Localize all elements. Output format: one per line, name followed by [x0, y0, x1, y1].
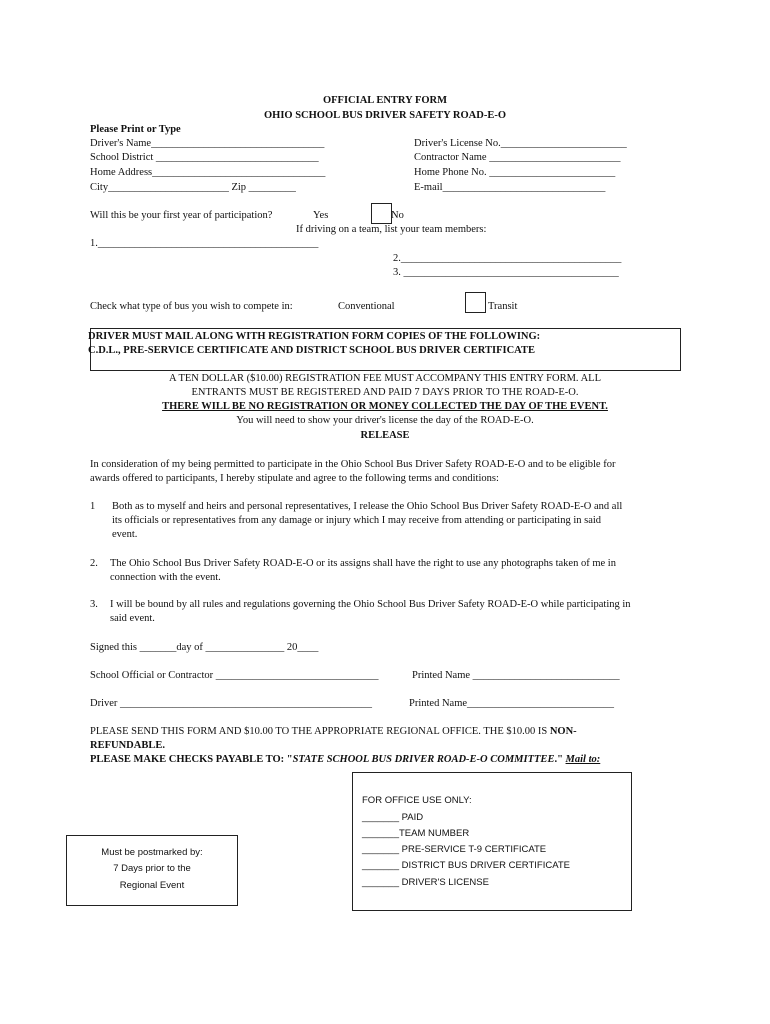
- fee-line-1: A TEN DOLLAR ($10.00) REGISTRATION FEE MUST ACCOMPANY THIS ENTRY FORM. ALL: [169, 373, 601, 384]
- school-district-field[interactable]: School District _______________________________: [90, 152, 319, 163]
- transit-checkbox[interactable]: [465, 292, 486, 313]
- official-printed-name-field[interactable]: Printed Name ____________________________: [412, 670, 620, 681]
- yes-label: Yes: [313, 210, 329, 221]
- notice-line-2: C.D.L., PRE-SERVICE CERTIFICATE AND DISTRICT SCHOOL BUS DRIVER CERTIFICATE: [88, 345, 535, 356]
- mail-to-label: Mail to:: [565, 754, 601, 765]
- driver-printed-name-field[interactable]: Printed Name____________________________: [409, 698, 615, 709]
- release-intro-1: In consideration of my being permitted to participate in the Ohio School Bus Driver Safety ROAD-E-O and to be eligible for: [90, 459, 616, 470]
- signed-date-field[interactable]: Signed this _______day of _______________ 20____: [90, 642, 319, 653]
- postmark-line-3: Regional Event: [119, 880, 185, 891]
- team-member-2-field[interactable]: 2.__________________________________________: [393, 253, 622, 264]
- release-item-1-line-2: its officials or representatives from any damage or injury which I may receive from attending or participating in said: [112, 515, 602, 526]
- notice-line-1: DRIVER MUST MAIL ALONG WITH REGISTRATION FORM COPIES OF THE FOLLOWING:: [88, 331, 541, 342]
- city-zip-field[interactable]: City_______________________ Zip _________: [90, 182, 296, 193]
- office-use-box: [352, 772, 632, 911]
- no-checkbox[interactable]: [371, 203, 392, 224]
- release-item-1-line-1: Both as to myself and heirs and personal representatives, I release the Ohio School Bus Driver Safety ROAD-E-O and all: [112, 501, 623, 512]
- postmark-line-1: Must be postmarked by:: [101, 847, 203, 858]
- release-intro-2: awards offered to participants, I hereby stipulate and agree to the following terms and conditions:: [90, 473, 499, 484]
- school-official-field[interactable]: School Official or Contractor _______________________________: [90, 670, 379, 681]
- release-item-3-line-1: I will be bound by all rules and regulations governing the Ohio School Bus Driver Safety ROAD-E-O while participating in: [110, 599, 631, 610]
- office-item-district-cert: _______ DISTRICT BUS DRIVER CERTIFICATE: [362, 860, 571, 871]
- office-item-paid: _______ PAID: [362, 812, 424, 823]
- fee-line-4: You will need to show your driver's license the day of the ROAD-E-O.: [236, 415, 534, 426]
- form-title: OFFICIAL ENTRY FORM: [322, 95, 448, 106]
- release-item-2-line-2: connection with the event.: [110, 572, 221, 583]
- release-item-2-number: 2.: [90, 558, 98, 569]
- payment-line-1-text: PLEASE SEND THIS FORM AND $10.00 TO THE APPROPRIATE REGIONAL OFFICE. THE $10.00 IS: [90, 726, 550, 737]
- transit-label: Transit: [488, 301, 518, 312]
- release-item-2-line-1: The Ohio School Bus Driver Safety ROAD-E-O or its assigns shall have the right to use any photographs taken of me in: [110, 558, 616, 569]
- release-item-3-number: 3.: [90, 599, 98, 610]
- print-note: Please Print or Type: [90, 124, 181, 135]
- payment-line-3: [90, 753, 600, 767]
- driver-signature-field[interactable]: Driver ________________________________________________: [90, 698, 373, 709]
- no-label: No: [391, 210, 404, 221]
- release-item-1-line-3: event.: [112, 529, 138, 540]
- team-member-3-field[interactable]: 3. _________________________________________: [393, 267, 619, 278]
- home-address-field[interactable]: Home Address_________________________________: [90, 167, 326, 178]
- home-phone-field[interactable]: Home Phone No. ________________________: [414, 167, 616, 178]
- office-item-pre-service: _______ PRE-SERVICE T-9 CERTIFICATE: [362, 844, 547, 855]
- payee-name: STATE SCHOOL BUS DRIVER ROAD-E-O COMMITTEE: [292, 754, 555, 765]
- office-use-heading: FOR OFFICE USE ONLY:: [362, 795, 472, 806]
- contractor-name-field[interactable]: Contractor Name _________________________: [414, 152, 621, 163]
- release-item-3-line-2: said event.: [110, 613, 155, 624]
- office-item-drivers-license: _______ DRIVER'S LICENSE: [362, 877, 489, 888]
- payment-line-2: REFUNDABLE.: [90, 740, 165, 751]
- office-item-team-number: _______TEAM NUMBER: [362, 828, 470, 839]
- fee-line-3: THERE WILL BE NO REGISTRATION OR MONEY COLLECTED THE DAY OF THE EVENT.: [162, 401, 608, 412]
- payable-to-label: PLEASE MAKE CHECKS PAYABLE TO: ": [90, 754, 293, 765]
- payment-line-1: [90, 725, 577, 739]
- payment-nonrefundable: NON-: [549, 726, 577, 737]
- release-item-1-number: 1: [90, 501, 96, 512]
- drivers-license-field[interactable]: Driver's License No.________________________: [414, 138, 627, 149]
- email-field[interactable]: E-mail_______________________________: [414, 182, 606, 193]
- team-member-1-field[interactable]: 1.__________________________________________: [90, 238, 319, 249]
- bus-type-prompt: Check what type of bus you wish to compete in:: [90, 301, 293, 312]
- form-subtitle: OHIO SCHOOL BUS DRIVER SAFETY ROAD-E-O: [263, 110, 507, 121]
- team-prompt: If driving on a team, list your team members:: [296, 224, 487, 235]
- drivers-name-field[interactable]: Driver's Name_________________________________: [90, 138, 325, 149]
- participation-question: Will this be your first year of participation?: [90, 210, 273, 221]
- postmark-line-2: 7 Days prior to the: [113, 863, 191, 874]
- payable-to-close: .": [554, 754, 566, 765]
- release-heading: RELEASE: [360, 430, 410, 441]
- conventional-label: Conventional: [338, 301, 395, 312]
- fee-line-2: ENTRANTS MUST BE REGISTERED AND PAID 7 DAYS PRIOR TO THE ROAD-E-O.: [191, 387, 579, 398]
